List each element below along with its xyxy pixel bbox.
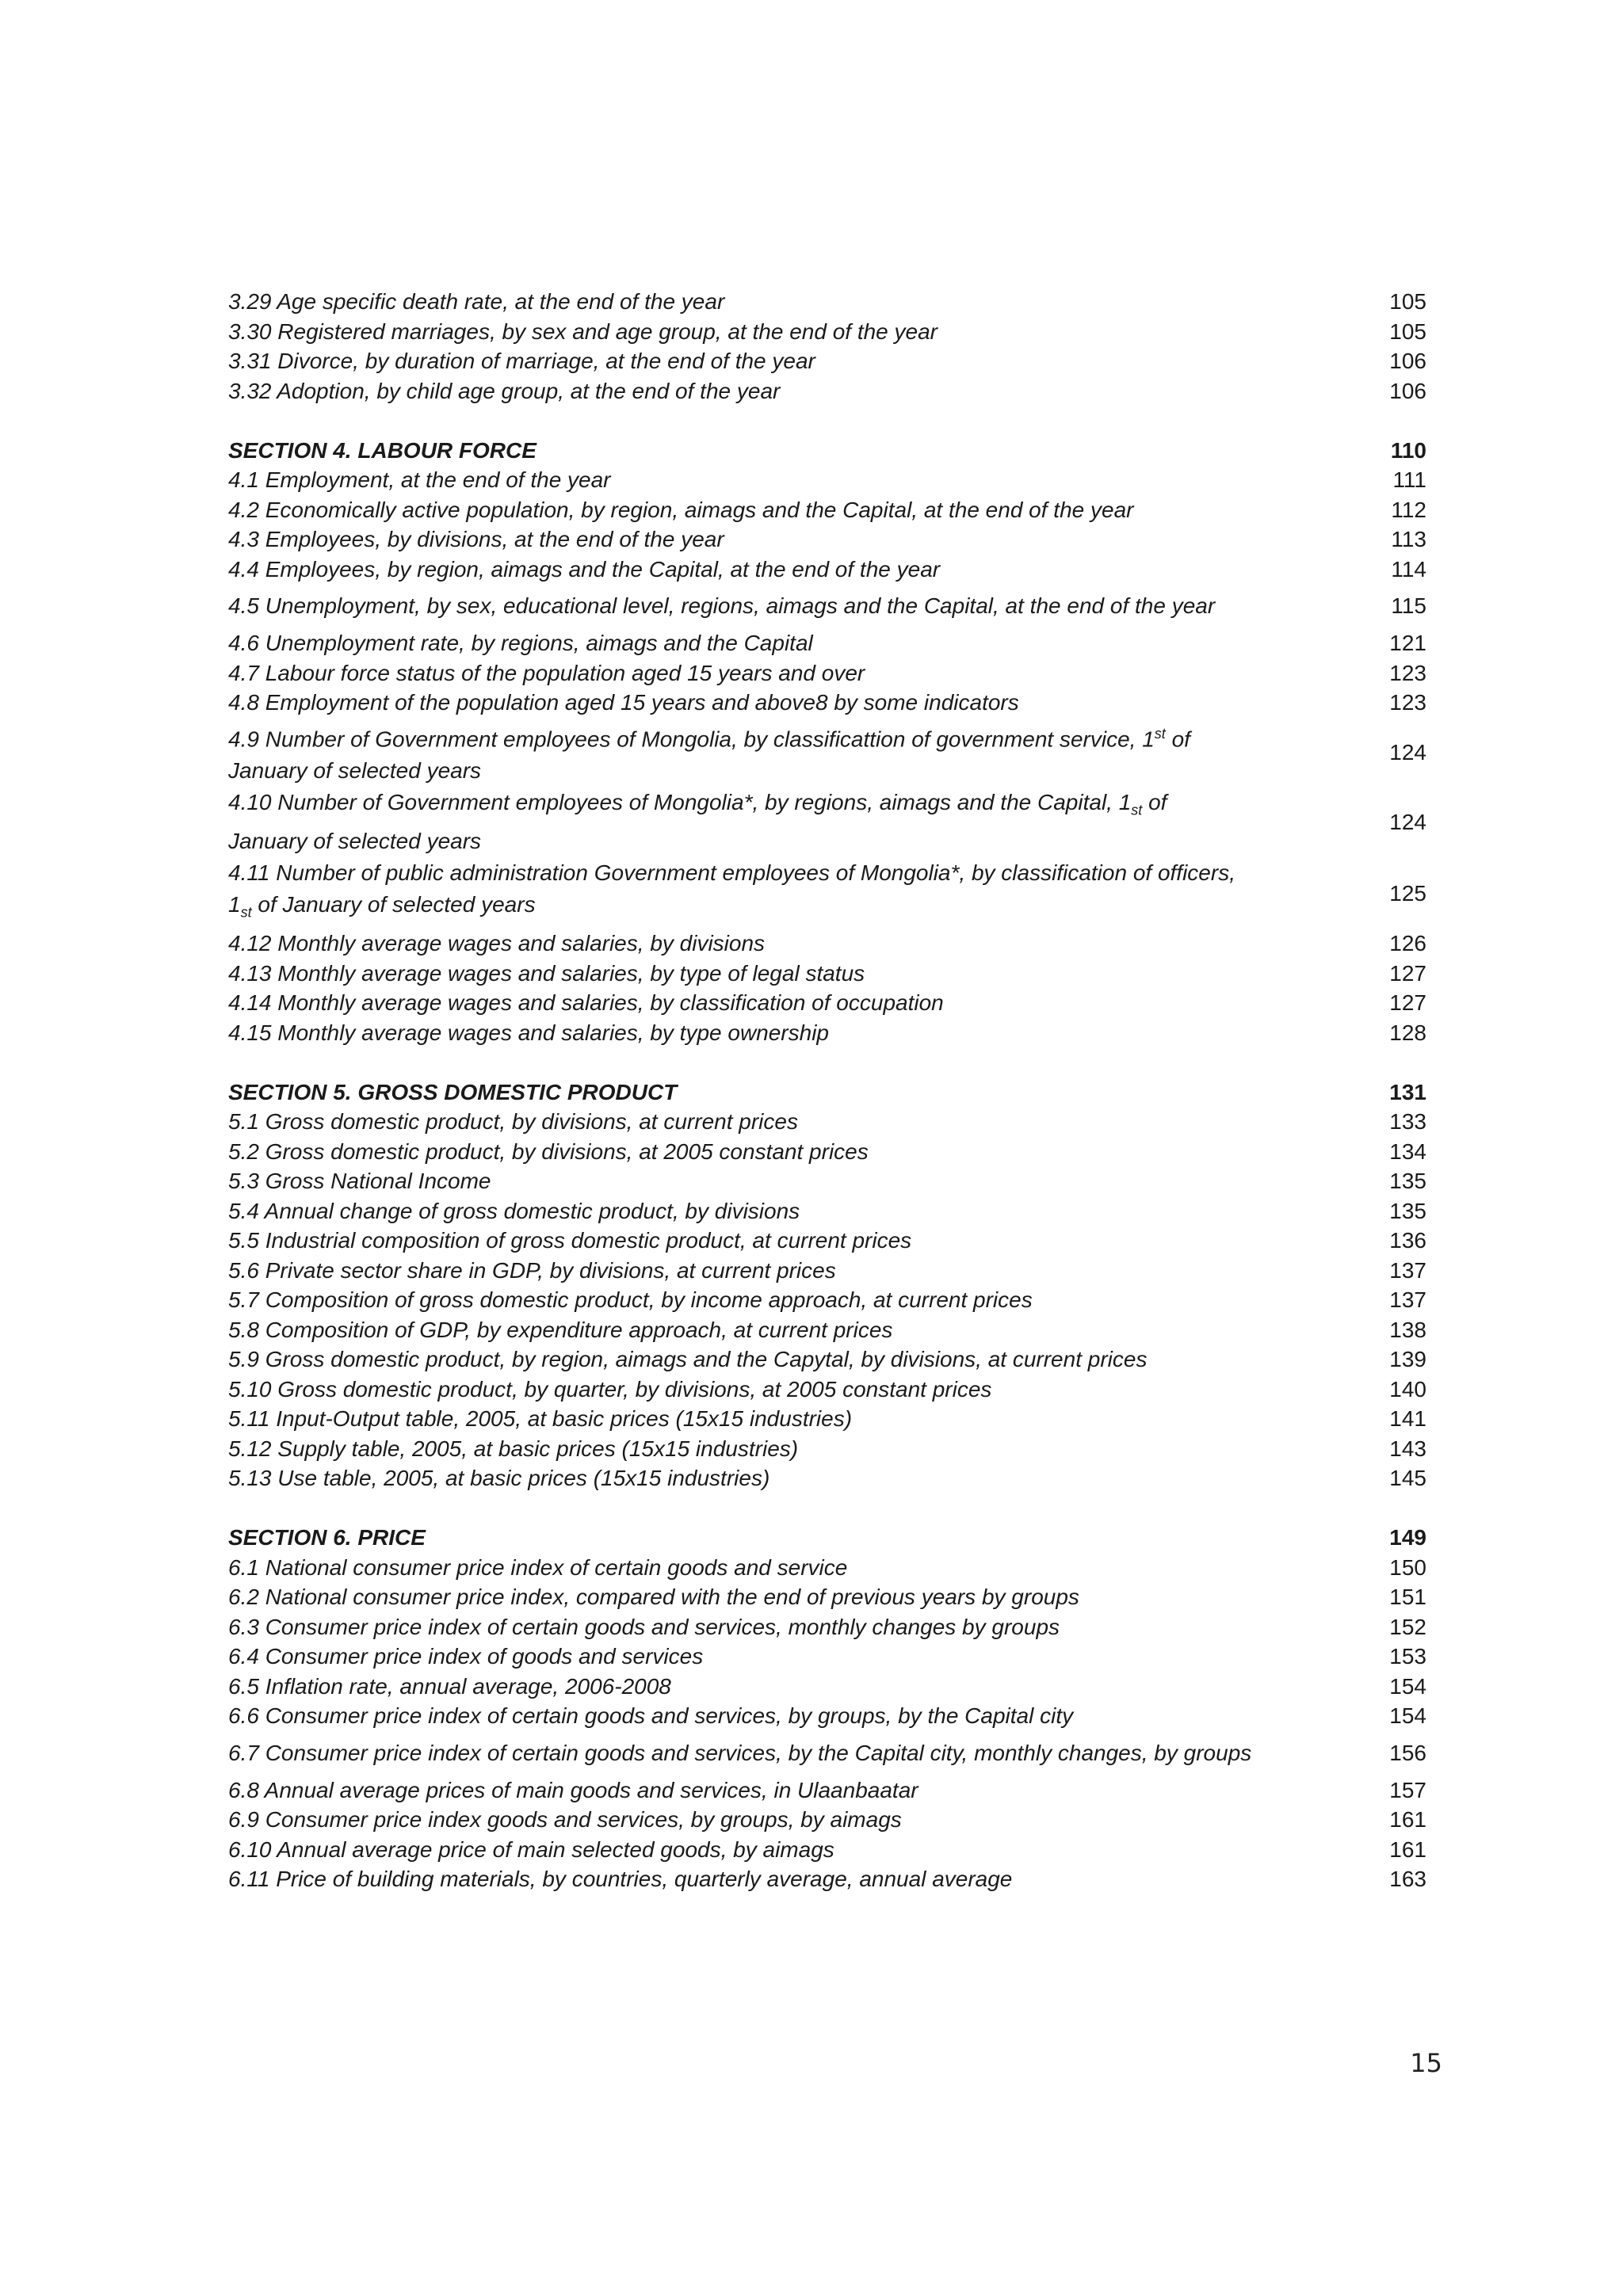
toc-entry-title: 5.8 Composition of GDP, by expenditure approach, at current prices [228, 1317, 893, 1342]
toc-entry-page: 124 [1389, 810, 1426, 835]
toc-entry[interactable] [228, 988, 1426, 1018]
toc-entry[interactable] [228, 584, 1426, 628]
toc-entry-page: 106 [1389, 349, 1426, 373]
toc-entry-title: 6.3 Consumer price index of certain goods and services, monthly changes by groups [228, 1614, 1060, 1639]
toc-entry-title-line2: January of selected years [228, 829, 482, 854]
toc-entry-page: 123 [1389, 690, 1426, 715]
toc-entry[interactable] [228, 1375, 1426, 1405]
toc-entry[interactable] [228, 524, 1426, 555]
toc-entry[interactable] [228, 628, 1426, 658]
toc-entry[interactable] [228, 658, 1426, 688]
toc-entry-page: 157 [1389, 1777, 1426, 1802]
toc-entry[interactable] [228, 1835, 1426, 1865]
toc-entry-page: 128 [1389, 1020, 1426, 1045]
toc-entry-title: 6.7 Consumer price index of certain goods and services, by the Capital city, monthly changes, by groups [228, 1740, 1252, 1765]
toc-entry-page: 123 [1389, 660, 1426, 685]
toc-entry-page: 111 [1392, 467, 1426, 492]
toc-entry-page: 106 [1389, 378, 1426, 403]
ordinal-suffix: st [240, 905, 252, 921]
toc-entry-page: 163 [1389, 1867, 1426, 1892]
toc-entry[interactable] [228, 1256, 1426, 1286]
toc-entry-page: 161 [1389, 1807, 1426, 1833]
ordinal-suffix: st [1131, 802, 1143, 818]
toc-entry-title: 6.1 National consumer price index of certain goods and service [228, 1554, 848, 1580]
toc-entry[interactable] [228, 688, 1426, 718]
toc-entry-title: 4.12 Monthly average wages and salaries, by divisions [228, 931, 766, 956]
toc-entry[interactable] [228, 465, 1426, 495]
toc-entry-page: 135 [1389, 1169, 1426, 1194]
toc-entry-title: 4.2 Economically active population, by region, aimags and the Capital, at the end of the year [228, 497, 1134, 522]
toc-entry-title: 5.10 Gross domestic product, by quarter, by divisions, at 2005 constant prices [228, 1376, 992, 1402]
ordinal-suffix: st [1154, 725, 1166, 742]
toc-entry-title: 6.10 Annual average price of main selected goods, by aimags [228, 1836, 834, 1862]
toc-entry-title: 4.3 Employees, by divisions, at the end of the year [228, 527, 724, 551]
toc-entry-title: 5.4 Annual change of gross domestic product, by divisions [228, 1198, 800, 1223]
section-heading-page: 149 [1389, 1525, 1426, 1550]
toc-entry-title: 6.6 Consumer price index of certain goods and services, by groups, by the Capital city [228, 1703, 1074, 1729]
toc-entry-page: 125 [1389, 880, 1426, 906]
toc-entry[interactable] [228, 1404, 1426, 1434]
toc-entry-page: 154 [1389, 1673, 1426, 1699]
toc-entry[interactable] [228, 1642, 1426, 1672]
toc-entry[interactable] [228, 1612, 1426, 1642]
toc-entry[interactable] [228, 1344, 1426, 1375]
toc-entry-title: 6.8 Annual average prices of main goods and services, in Ulaanbaatar [228, 1777, 918, 1802]
toc-entry-page: 161 [1389, 1836, 1426, 1862]
toc-entry-page: 105 [1389, 289, 1426, 314]
toc-entry-page: 114 [1391, 556, 1426, 582]
toc-entry[interactable] [228, 1226, 1426, 1256]
toc-entry[interactable] [228, 787, 1426, 858]
toc-entry-title: 6.11 Price of building materials, by countries, quarterly average, annual average [228, 1867, 1013, 1892]
toc-entry[interactable] [228, 1805, 1426, 1835]
toc-entry-title: 4.13 Monthly average wages and salaries, by type of legal status [228, 960, 865, 986]
toc-entry[interactable] [228, 1434, 1426, 1464]
toc-entry-title: 3.29 Age specific death rate, at the end of the year [228, 289, 725, 314]
toc-entry[interactable] [228, 718, 1426, 787]
toc-entry[interactable] [228, 1285, 1426, 1315]
toc-entry-title: 5.6 Private sector share in GDP, by divisions, at current prices [228, 1257, 836, 1283]
toc-entry-title: 5.2 Gross domestic product, by divisions, at 2005 constant prices [228, 1138, 869, 1164]
toc-entry-title: 4.4 Employees, by region, aimags and the Capital, at the end of the year [228, 556, 941, 582]
section-heading-price[interactable] [228, 1523, 1426, 1553]
toc-entry-title: 5.1 Gross domestic product, by divisions, at current prices [228, 1109, 798, 1135]
toc-entry-title: 4.14 Monthly average wages and salaries, by classification of occupation [228, 990, 944, 1016]
toc-entry-title: 3.30 Registered marriages, by sex and age group, at the end of the year [228, 318, 938, 344]
toc-entry-page: 137 [1389, 1257, 1426, 1283]
toc-entry[interactable] [228, 495, 1426, 525]
toc-entry-title [228, 857, 1379, 929]
toc-entry-title: 5.9 Gross domestic product, by region, aimags and the Capytal, by divisions, at current prices [228, 1347, 1148, 1372]
toc-entry-page: 150 [1389, 1554, 1426, 1580]
toc-entry-title: 4.1 Employment, at the end of the year [228, 467, 611, 492]
toc-entry[interactable] [228, 287, 1426, 317]
toc-entry[interactable] [228, 555, 1426, 585]
toc-entry[interactable] [228, 1463, 1426, 1493]
toc-entry-title: 5.12 Supply table, 2005, at basic prices (15x15 industries) [228, 1436, 799, 1461]
toc-entry-page: 134 [1389, 1138, 1426, 1164]
toc-entry[interactable] [228, 1166, 1426, 1196]
toc-entry[interactable] [228, 1137, 1426, 1167]
toc-entry-title: 5.3 Gross National Income [228, 1169, 491, 1194]
toc-entry-title-part: of January of selected years [251, 892, 536, 917]
toc-entry-page: 139 [1389, 1347, 1426, 1372]
toc-entry-title [228, 718, 1379, 787]
toc-entry-title-part: of [1142, 789, 1167, 814]
toc-entry[interactable] [228, 1315, 1426, 1345]
toc-entry-page: 151 [1389, 1585, 1426, 1610]
toc-entry-page: 156 [1389, 1740, 1426, 1765]
toc-entry-title-part: of [1165, 726, 1190, 751]
section-heading-page: 110 [1390, 437, 1426, 463]
section-heading-page: 131 [1389, 1079, 1426, 1104]
toc-entry-title: 6.9 Consumer price index goods and services, by groups, by aimags [228, 1807, 902, 1833]
toc-entry-title: 3.32 Adoption, by child age group, at the end of the year [228, 378, 781, 403]
toc-entry-title: 6.2 National consumer price index, compared with the end of previous years by groups [228, 1585, 1079, 1610]
toc-entry[interactable] [228, 929, 1426, 959]
table-of-contents [228, 287, 1426, 1894]
toc-entry-page: 127 [1389, 960, 1426, 986]
toc-entry-title-part: 4.10 Number of Government employees of Mongolia*, by regions, aimags and the Capital, 1 [228, 789, 1132, 814]
toc-entry-page: 115 [1391, 593, 1426, 619]
toc-entry-page: 145 [1389, 1466, 1426, 1491]
toc-entry-page: 124 [1389, 739, 1426, 765]
toc-entry-title-line2: January of selected years [228, 757, 482, 783]
toc-entry-page: 112 [1391, 497, 1426, 522]
toc-entry-page: 140 [1389, 1376, 1426, 1402]
toc-entry[interactable] [228, 959, 1426, 989]
toc-entry-title: 3.31 Divorce, by duration of marriage, at the end of the year [228, 349, 815, 373]
toc-entry[interactable] [228, 1107, 1426, 1137]
toc-entry-page: 113 [1391, 527, 1426, 551]
toc-entry-page: 127 [1389, 990, 1426, 1016]
toc-entry[interactable] [228, 376, 1426, 406]
toc-entry[interactable] [228, 346, 1426, 376]
toc-entry-title: 4.7 Labour force status of the population aged 15 years and over [228, 660, 865, 685]
toc-entry[interactable] [228, 1864, 1426, 1894]
toc-entry[interactable] [228, 1775, 1426, 1806]
toc-entry-page: 136 [1389, 1228, 1426, 1253]
toc-entry-title: 4.6 Unemployment rate, by regions, aimags and the Capital [228, 631, 813, 655]
toc-entry-title: 6.4 Consumer price index of goods and services [228, 1644, 704, 1669]
toc-entry-page: 152 [1389, 1614, 1426, 1639]
toc-entry[interactable] [228, 1196, 1426, 1226]
toc-entry-title: 4.5 Unemployment, by sex, educational level, regions, aimags and the Capital, at the end of the year [228, 593, 1216, 619]
toc-entry[interactable] [228, 1672, 1426, 1702]
toc-entry-page: 138 [1389, 1317, 1426, 1342]
toc-entry-title: 5.5 Industrial composition of gross domestic product, at current prices [228, 1228, 912, 1253]
section-heading-title: SECTION 6. PRICE [228, 1525, 426, 1550]
toc-entry-page: 135 [1389, 1198, 1426, 1223]
toc-entry-title [228, 787, 1379, 858]
toc-entry-page: 105 [1389, 318, 1426, 344]
toc-entry-page: 133 [1389, 1109, 1426, 1135]
toc-entry-title: 4.15 Monthly average wages and salaries, by type ownership [228, 1020, 829, 1045]
toc-entry-page: 121 [1389, 631, 1426, 655]
toc-entry[interactable] [228, 1553, 1426, 1583]
toc-entry-title: 5.7 Composition of gross domestic product, by income approach, at current prices [228, 1287, 1033, 1313]
page-number: 15 [1410, 2048, 1442, 2078]
toc-entry-title-part: 4.9 Number of Government employees of Mongolia, by classificattion of government service, 1 [228, 726, 1155, 751]
toc-entry[interactable] [228, 857, 1426, 929]
toc-entry[interactable] [228, 1701, 1426, 1731]
section-heading-labour-force[interactable] [228, 436, 1426, 466]
toc-entry-page: 126 [1389, 931, 1426, 956]
toc-entry-page: 141 [1389, 1406, 1426, 1432]
toc-entry-title: 5.11 Input-Output table, 2005, at basic prices (15x15 industries) [228, 1406, 853, 1432]
section-heading-gdp[interactable] [228, 1077, 1426, 1108]
toc-entry[interactable] [228, 1582, 1426, 1612]
toc-entry-title-part: 1 [228, 892, 241, 917]
toc-entry[interactable] [228, 1731, 1426, 1775]
toc-entry-page: 143 [1389, 1436, 1426, 1461]
toc-entry[interactable] [228, 1018, 1426, 1048]
toc-entry-title-line1: 4.11 Number of public administration Government employees of Mongolia*, by classification of officers, [228, 860, 1235, 886]
toc-entry-title: 4.8 Employment of the population aged 15 years and above8 by some indicators [228, 690, 1019, 715]
toc-entry-title: 6.5 Inflation rate, annual average, 2006-2008 [228, 1673, 671, 1699]
toc-entry-page: 154 [1389, 1703, 1426, 1729]
toc-entry[interactable] [228, 317, 1426, 347]
section-heading-title: SECTION 5. GROSS DOMESTIC PRODUCT [228, 1079, 678, 1104]
section-heading-title: SECTION 4. LABOUR FORCE [228, 437, 537, 463]
toc-entry-page: 153 [1389, 1644, 1426, 1669]
toc-entry-title: 5.13 Use table, 2005, at basic prices (15x15 industries) [228, 1466, 770, 1491]
toc-entry-page: 137 [1389, 1287, 1426, 1313]
